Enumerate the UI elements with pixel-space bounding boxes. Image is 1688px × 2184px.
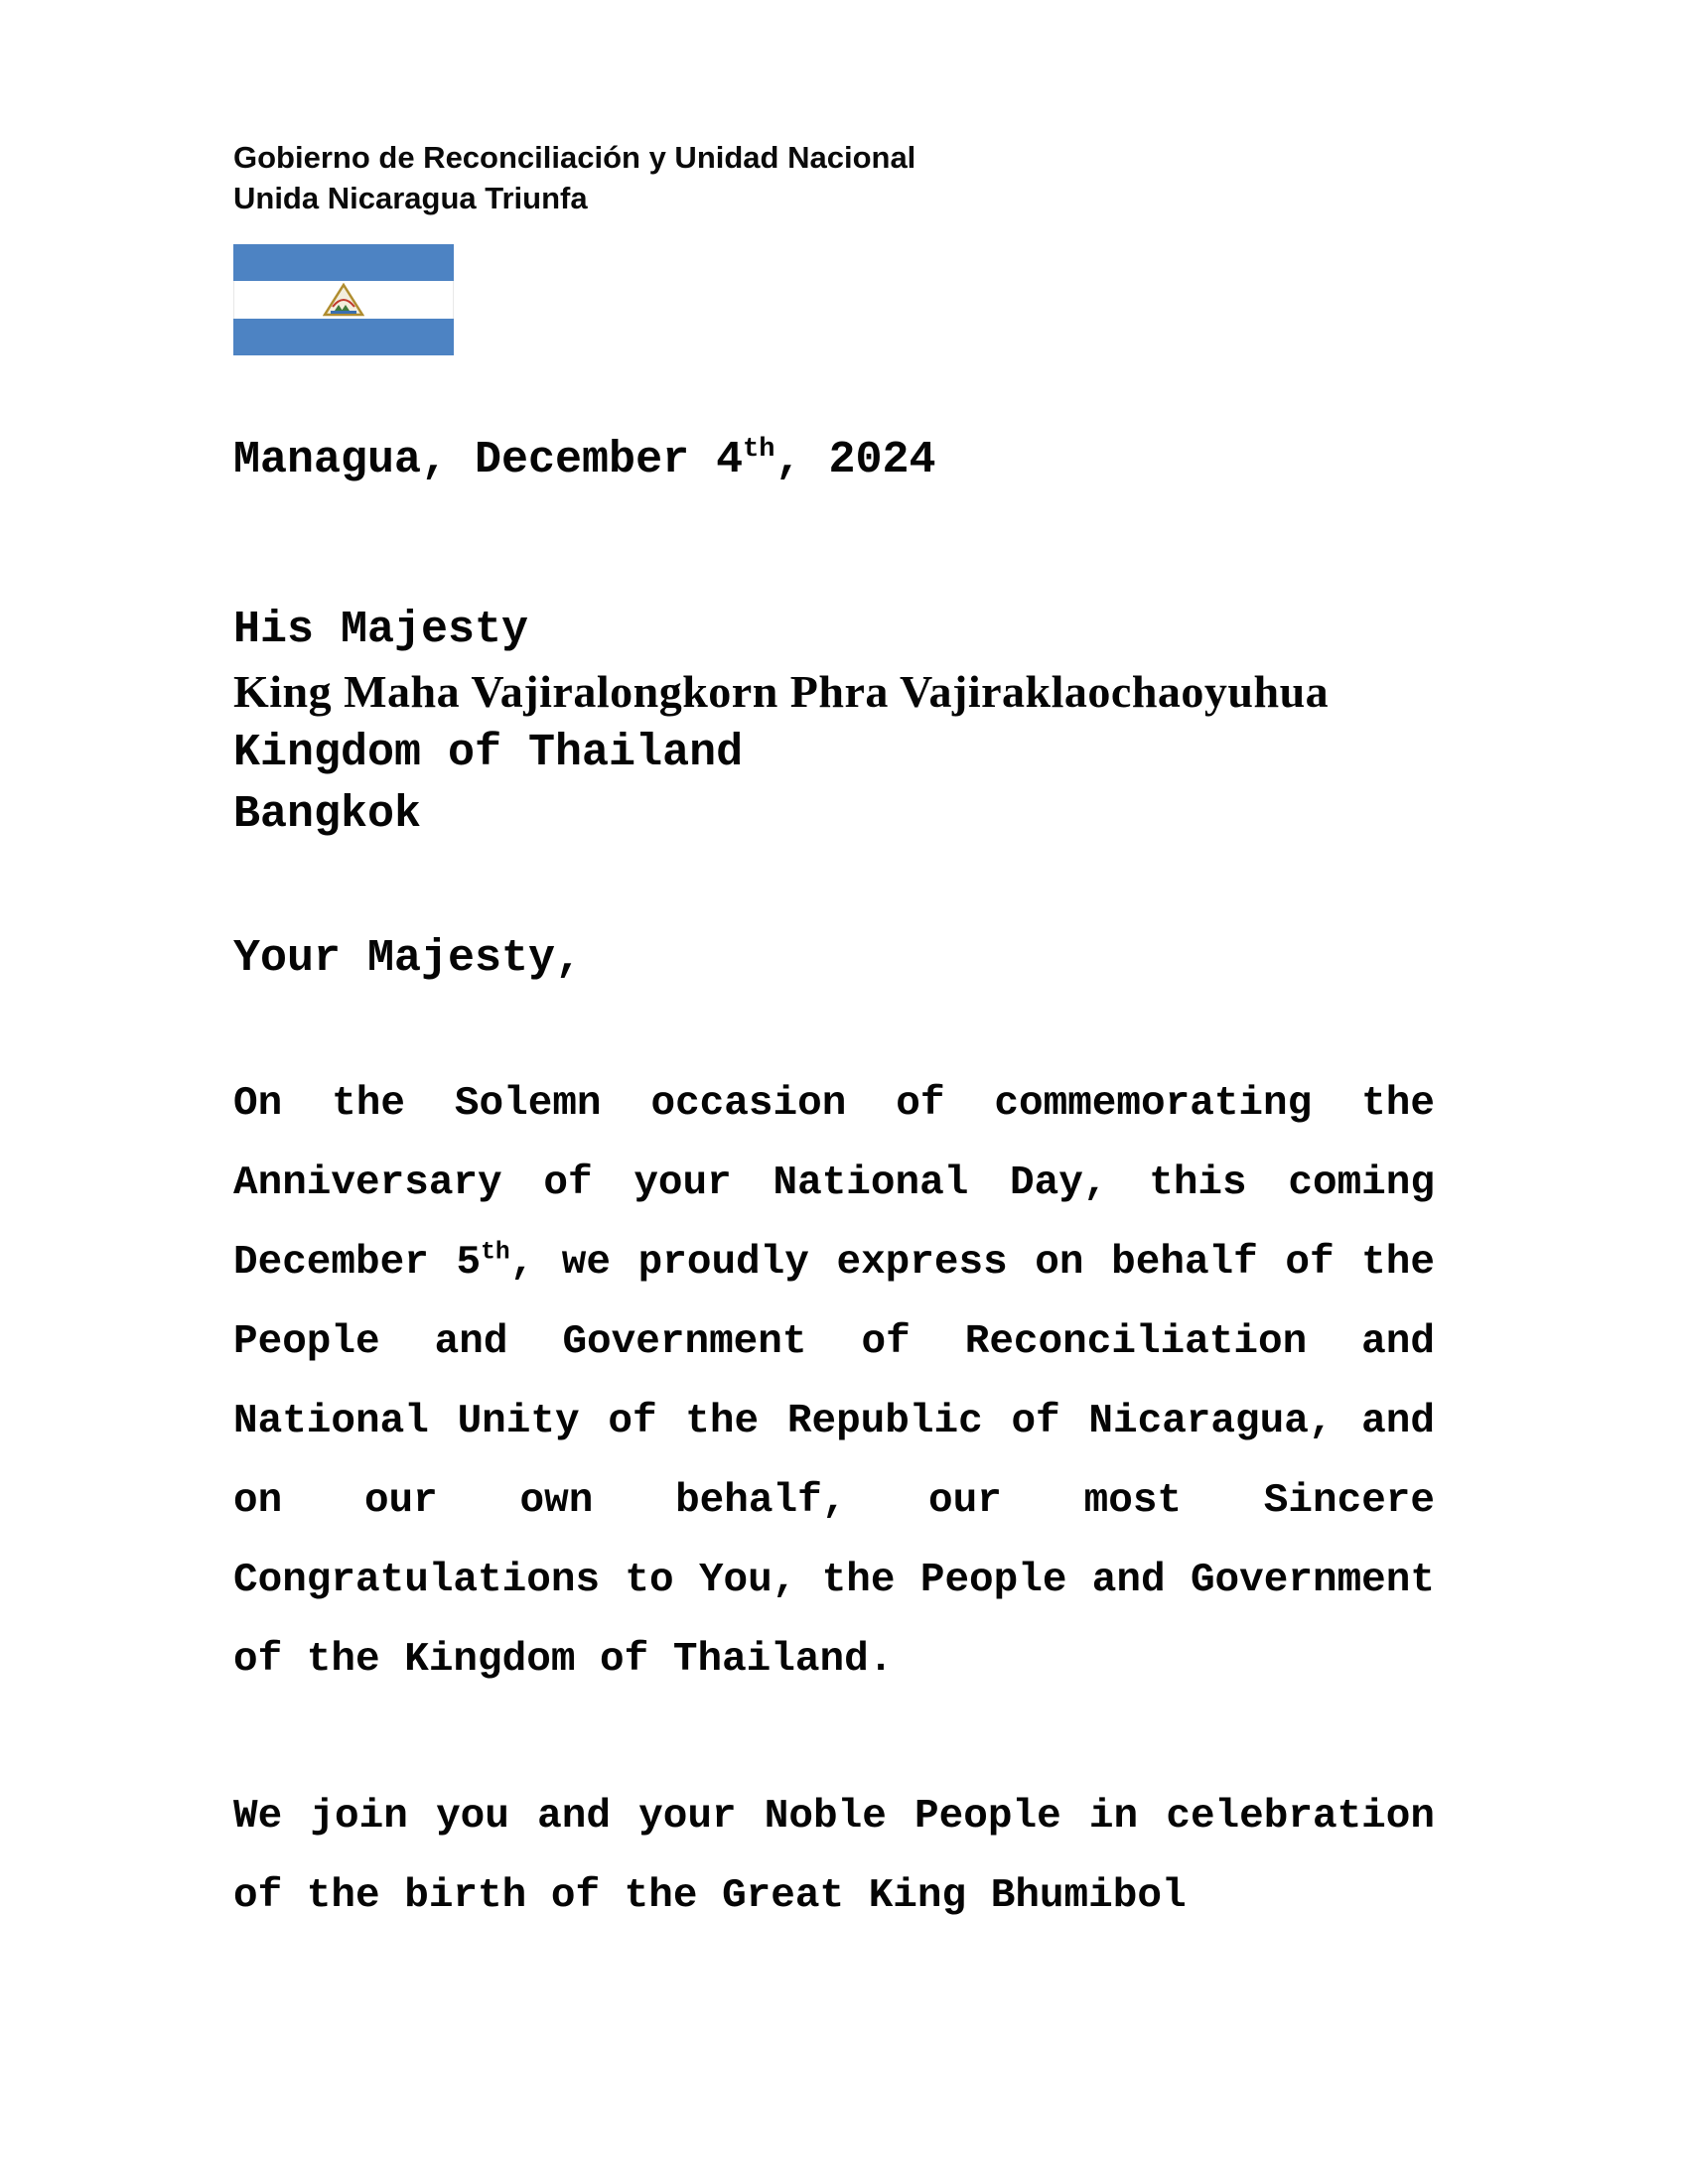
recipient-title: His Majesty: [233, 605, 529, 655]
salutation: Your Majesty,: [233, 933, 583, 984]
recipient-city: Bangkok: [233, 789, 422, 840]
recipient-country: Kingdom of Thailand: [233, 728, 744, 778]
paragraph1-text-end: , we proudly express on behalf of the People and Government of Reconciliation and National Unity of the Republic of Nicaragua, and on our own behalf, our most Sincere Congratulations to You, the People and Government of the Kingdom of Thailand.: [233, 1240, 1435, 1683]
date-year: , 2024: [774, 435, 936, 485]
paragraph1-ordinal-superscript: th: [481, 1239, 510, 1267]
nicaragua-flag: [233, 244, 454, 355]
date-text: Managua, December 4: [233, 435, 744, 485]
letterhead-line1: Gobierno de Reconciliación y Unidad Nacional: [233, 140, 916, 175]
date-ordinal-superscript: th: [743, 435, 775, 465]
body-paragraph-1: [233, 1064, 1435, 1700]
letterhead-line2: Unida Nicaragua Triunfa: [233, 181, 588, 215]
recipient-block: [233, 600, 1435, 846]
date-line: [233, 433, 1435, 488]
flag-stripe-top: [233, 244, 454, 281]
body-paragraph-2: We join you and your Noble People in celebration of the birth of the Great King Bhumibol: [233, 1794, 1435, 1919]
recipient-name: King Maha Vajiralongkorn Phra Vajiraklaochaoyuhua: [233, 666, 1330, 717]
coat-of-arms-icon: [323, 283, 364, 317]
flag-stripe-middle: [233, 281, 454, 318]
paragraph1-text-start: On the Solemn occasion of commemorating the Anniversary of your National Day, this coming December 5: [233, 1081, 1435, 1286]
letterhead: [233, 137, 1435, 218]
flag-stripe-bottom: [233, 319, 454, 355]
